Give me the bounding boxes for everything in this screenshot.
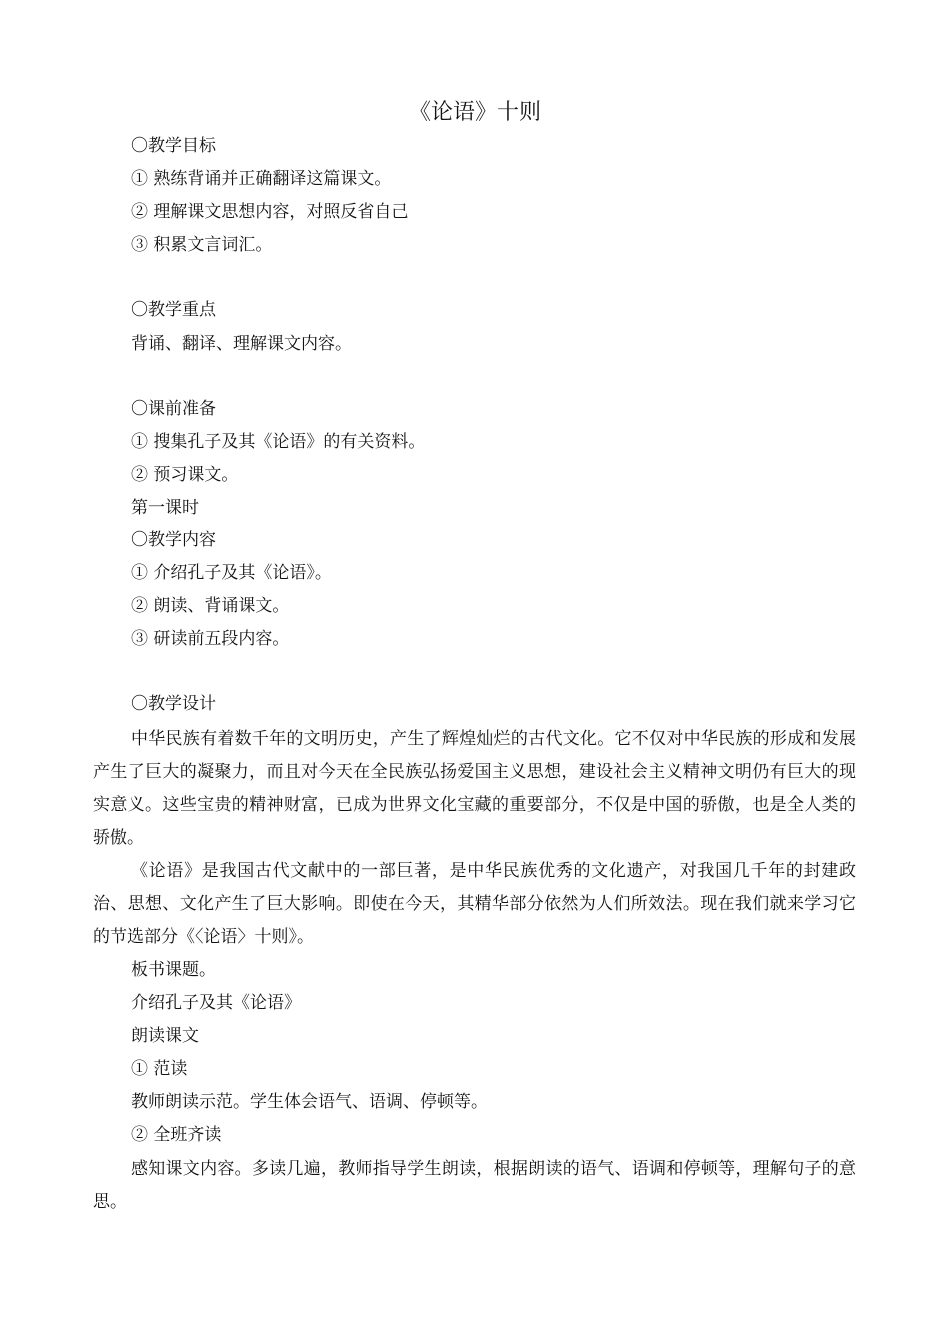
lesson-label: 第一课时 [131,498,199,518]
content-item: ③ 研读前五段内容。 [131,629,290,649]
design-heading: 〇教学设计 [131,694,216,714]
reading-heading: 朗读课文 [131,1026,199,1046]
preparation-heading: 〇课前准备 [131,399,216,419]
objectives-heading: 〇教学目标 [131,136,216,156]
blackboard-note: 板书课题。 [131,960,216,980]
content-item: ② 朗读、背诵课文。 [131,596,290,616]
content-heading: 〇教学内容 [131,530,216,550]
model-reading-item: ① 范读 [131,1059,188,1079]
preparation-item: ① 搜集孔子及其《论语》的有关资料。 [131,432,426,452]
key-points-heading: 〇教学重点 [131,300,216,320]
model-reading-text: 教师朗读示范。学生体会语气、语调、停顿等。 [131,1092,488,1112]
class-reading-text: 感知课文内容。多读几遍，教师指导学生朗读，根据朗读的语气、语调和停顿等，理解句子的意思。 [93,1159,856,1212]
document-title: 《论语》十则 [408,100,541,125]
class-reading-item: ② 全班齐读 [131,1125,222,1145]
objective-item: ③ 积累文言词汇。 [131,235,273,255]
design-paragraph: 《论语》是我国古代文献中的一部巨著，是中华民族优秀的文化遗产，对我国几千年的封建政治、思想、文化产生了巨大影响。即使在今天，其精华部分依然为人们所效法。现在我们就来学习它的节选部分《〈论语〉十则》。 [93,861,856,947]
intro-line: 介绍孔子及其《论语》 [131,993,301,1013]
preparation-item: ② 预习课文。 [131,465,239,485]
objective-item: ② 理解课文思想内容，对照反省自己 [131,202,409,222]
objective-item: ① 熟练背诵并正确翻译这篇课文。 [131,169,392,189]
key-points-text: 背诵、翻译、理解课文内容。 [131,334,352,354]
content-item: ① 介绍孔子及其《论语》。 [131,563,332,583]
design-paragraph: 中华民族有着数千年的文明历史，产生了辉煌灿烂的古代文化。它不仅对中华民族的形成和发展产生了巨大的凝聚力，而且对今天在全民族弘扬爱国主义思想，建设社会主义精神文明仍有巨大的现实意义。这些宝贵的精神财富，已成为世界文化宝藏的重要部分，不仅是中国的骄傲，也是全人类的骄傲。 [93,729,856,848]
